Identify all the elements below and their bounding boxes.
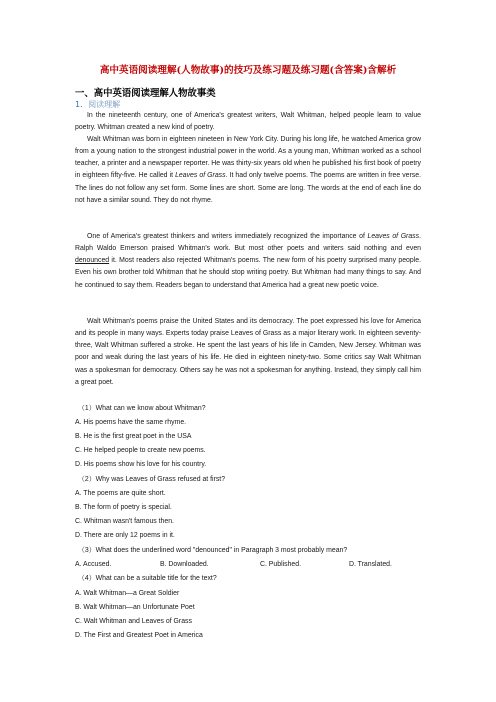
q1-option-a[interactable]: A. His poems have the same rhyme. [75,419,187,426]
paragraph-3 [75,231,421,292]
paragraph-3-text-b: . Ralph Waldo Emerson praised Whitman's work. But most other poets and writers said nothing and even [75,233,421,253]
q3-option-a[interactable]: A. Accused. [75,561,112,568]
q3-option-c[interactable]: C. Published. [260,561,301,568]
q4-option-d[interactable]: D. The First and Greatest Poet in America [75,632,203,639]
paragraph-3-text-a: One of America's greatest thinkers and writers immediately recognized the importance of [87,233,368,240]
paragraph-2 [75,134,421,207]
question-3: （3）What does the underlined word "denounced" in Paragraph 3 most probably mean? [78,547,348,554]
book-title-italic: Leaves of Grass [175,172,226,180]
question-4: （4）What can be a suitable title for the text? [78,575,217,582]
q1-option-d[interactable]: D. His poems show his love for his country. [75,461,207,468]
paragraph-2-text-b: . It had only twelve poems. The poems are written in free verse. The lines do not follow any set form. Some lines are short. Some are long. The words at the end of each line do not have a similar sound. They do not rhyme. [75,172,421,204]
item-number: 1． [75,100,89,109]
q4-option-c[interactable]: C. Walt Whitman and Leaves of Grass [75,618,192,625]
book-title-italic: Leaves of Grass [367,233,420,240]
document-title: 高中英语阅读理解(人物故事)的技巧及练习题及练习题(含答案)含解析 [99,65,397,76]
q3-option-b[interactable]: B. Downloaded. [160,561,209,568]
paragraph-2-text-a: Walt Whitman was born in eighteen nineteen in New York City. During his long life, he watched America grow from a young nation to the strongest industrial power in the world. As a young man, Whitman worked as a school teacher, a printer and a newspaper reporter. He was thirty-six years old when he published his first book of poetry in eighteen fifty-five. He called it [75,136,421,180]
q4-option-b[interactable]: B. Walt Whitman—an Unfortunate Poet [75,604,195,611]
q4-option-a[interactable]: A. Walt Whitman—a Great Soldier [75,590,180,597]
item-label: 阅读理解 [88,100,121,109]
q1-option-c[interactable]: C. He helped people to create new poems. [75,447,206,454]
q3-option-d[interactable]: D. Translated. [349,561,392,568]
q1-option-b[interactable]: B. He is the first great poet in the USA [75,433,192,440]
item-heading [75,99,120,110]
paragraph-3-text-c: it. Most readers also rejected Whitman's poems. The new form of his poetry surprised many people. Even his own brother told Whitman that he should stop writing poetry. But Whitman had many things to say. And he continued to say them. Readers began to understand that America had a great new poetic voice. [75,257,421,289]
q2-option-d[interactable]: D. There are only 12 poems in it. [75,532,175,539]
section-heading: 一、高中英语阅读理解人物故事类 [75,88,216,99]
q2-option-a[interactable]: A. The poems are quite short. [75,490,166,497]
question-2: （2）Why was Leaves of Grass refused at first? [78,476,226,483]
q2-option-b[interactable]: B. The form of poetry is special. [75,504,172,511]
paragraph-4: Walt Whitman's poems praise the United States and its democracy. The poet expressed his love for America and its people in many ways. Experts today praise Leaves of Grass as a major literary work. In eighteen seventy-three, Walt Whitman suffered a stroke. He spent the last years of his life in Camden, New Jersey. Whitman was poor and weak during the last years of his life. He died in eighteen ninety-two. Some critics say Walt Whitman was a spokesman for democracy. Others say he was not a spokesman for anything. Instead, they simply call him a great poet. [75,318,421,386]
paragraph-1: In the nineteenth century, one of America's greatest writers, Walt Whitman, helped people learn to value poetry. Whitman created a new kind of poetry. [75,112,421,132]
underlined-word: denounced [75,257,110,265]
q2-option-c[interactable]: C. Whitman wasn't famous then. [75,518,174,525]
question-1: （1）What can we know about Whitman? [78,405,206,412]
